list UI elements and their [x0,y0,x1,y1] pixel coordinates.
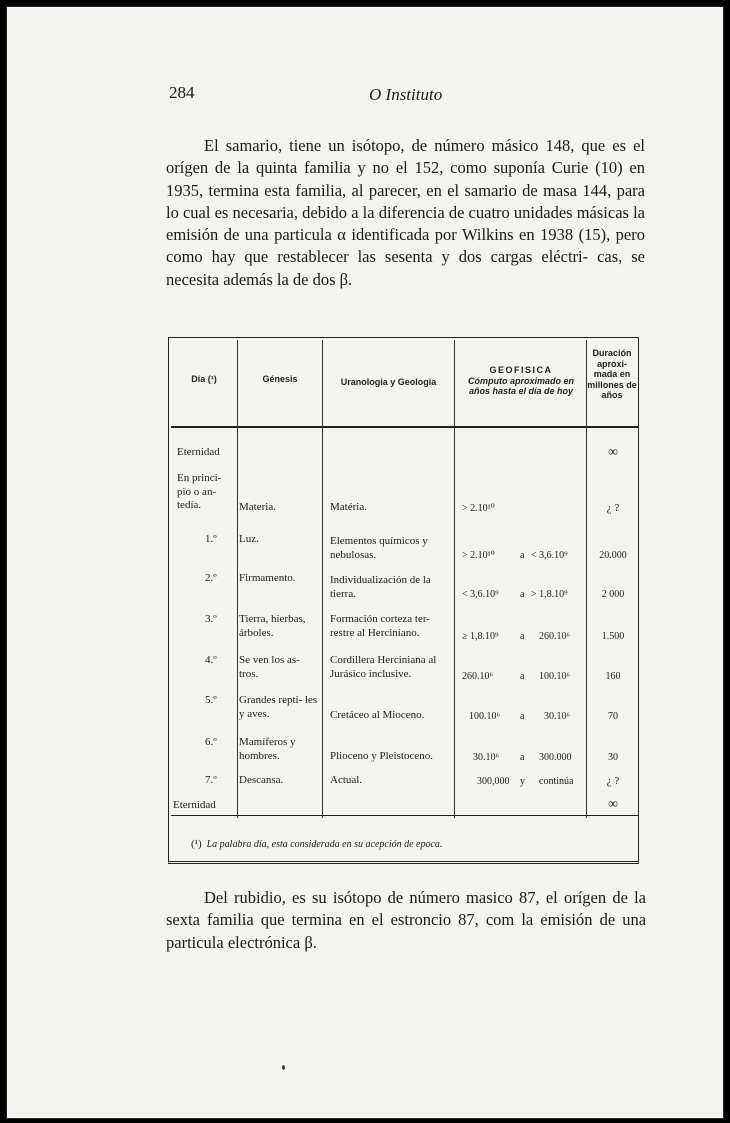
genesis-geology-table [168,337,639,864]
cell-geofisica-from: 100.10⁶ [469,711,500,722]
cell-geofisica-from: 300,000 [477,776,510,787]
geofisica-subtitle: Cómputo aproximado en años hasta el día de hoy [467,375,574,396]
cell-duracion: 20.000 [599,550,627,561]
text-line: orígen de la sexta familia que termina en el estroncio 87, [166,888,647,930]
scanned-page [6,6,724,1119]
text-line: una particula α identificada por Wilkins en 1938 (15), pero [244,225,645,245]
cell-geofisica-mid: y [520,776,525,787]
cell-duracion: 2 000 [601,589,625,600]
text-line: com la emisión de una particula electrónica β. [166,910,647,952]
cell-dia: 4.º [205,654,217,666]
text-line: Del rubidio, es su isótopo de número masico 87, el [204,888,558,907]
page-number: 284 [169,83,195,102]
column-rule [454,340,455,818]
cell-geofisica-from: ≥ 1,8.10⁹ [462,631,499,642]
cell-dia: Eternidad [173,799,216,811]
table-footnote [191,838,442,850]
cell-duracion: 70 [608,711,618,722]
cell-geofisica-from: < 3,6.10⁹ [462,589,499,600]
table-bottom-rule [171,815,638,816]
cell-geofisica-mid: a [520,671,525,682]
footnote-text: La palabra día, esta considerada en su acepción de epoca. [206,839,443,850]
cell-duracion: 160 [605,671,621,682]
cell-geofisica-from: 260.10⁶ [462,671,493,682]
text-line: cas, se necesita además la de dos β. [166,247,645,289]
cell-dia: Eternidad [177,446,220,458]
text-line: El samario, tiene un isótopo, de número másico 148, [204,136,575,155]
paragraph-rubidio [166,887,646,954]
cell-genesis: Se ven los as- tros. [239,654,300,680]
cell-geofisica-mid: a [520,752,525,763]
cell-uranologia: Matéria. [330,501,367,513]
cell-geofisica-to: 100.10⁶ [539,671,570,682]
column-rule [237,340,238,818]
cell-dia: En princi- pio o an- tedía. [177,472,222,511]
cell-duracion: ∞ [608,445,618,460]
cell-genesis: Firmamento. [239,572,296,584]
text-line: como hay que restablecer las sesenta y dos cargas eléctri- [166,247,589,267]
cell-geofisica-mid: a [520,550,525,561]
cell-geofisica-mid: a [520,711,525,722]
cell-dia: 6.º [205,736,217,748]
text-line: en el samario de masa 144, para lo cual es necesaria, debido [166,180,646,222]
header-dia: Dia (¹) [191,374,217,384]
column-rule [322,340,323,818]
cell-genesis: Luz. [239,533,259,545]
cell-duracion: 1.500 [601,631,625,642]
cell-geofisica-to: 30.10⁶ [544,711,570,722]
cell-geofisica-mid: a [520,631,525,642]
text-line: que es el orígen de la quinta familia y no el 152, como [166,136,645,178]
cell-dia: 7.º [205,774,217,786]
column-rule [586,340,587,818]
header-duracion: Duración aproxi- mada en millones de años [587,348,637,400]
cell-duracion: ∞ [608,797,618,812]
cell-genesis: Mamíferos y hombres. [239,736,296,762]
cell-dia: 3.º [205,613,217,625]
cell-geofisica-to: continúa [539,776,574,787]
cell-geofisica-from: > 2.10¹⁰ [462,550,495,561]
cell-geofisica-from: > 2.10¹⁰ [462,503,495,514]
cell-uranologia: Cretáceo al Mioceno. [330,709,425,721]
cell-dia: 2.º [205,572,217,584]
header-geofisica [457,365,585,397]
cell-uranologia: Cordillera Herciniana al Jurásico inclusive. [330,654,437,680]
geofisica-title: GEOFISICA [489,365,553,375]
cell-dia: 1.º [205,533,217,545]
scan-speck [282,1065,285,1070]
cell-genesis: Grandes repti- les y aves. [239,694,318,720]
journal-title: O Instituto [369,85,443,104]
footnote-ref: (¹) [191,838,202,850]
cell-geofisica-mid: a [520,589,525,600]
cell-uranologia: Formación corteza ter- restre al Herciniano. [330,613,430,639]
text-line: a la diferencia de cuatro unidades másicas la emisión de [166,202,645,245]
cell-genesis: Tierra, hierbas, árboles. [239,613,306,639]
header-genesis: Génesis [262,374,298,384]
cell-geofisica-to: < 3,6.10⁹ [531,550,568,561]
cell-uranologia: Plioceno y Pleistoceno. [330,750,433,762]
cell-duracion: ¿ ? [606,502,620,514]
cell-geofisica-to: 300.000 [539,752,572,763]
cell-uranologia: Individualización de la tierra. [330,574,431,600]
cell-genesis: Descansa. [239,774,284,786]
header-uranologia: Uranologia y Geologia [340,377,437,387]
cell-uranologia: Actual. [330,774,363,786]
cell-duracion: 30 [608,752,618,763]
cell-geofisica-to: 260.10⁶ [539,631,570,642]
cell-dia: 5.º [205,694,217,706]
cell-geofisica-to: > 1,8.10⁹ [531,589,568,600]
paragraph-samario [166,135,645,291]
cell-duracion: ¿ ? [606,775,620,787]
text-line: suponía Curie (10) en 1935, termina esta familia, al parecer, [166,158,645,200]
cell-genesis: Materia. [239,501,276,513]
cell-uranologia: Elementos químicos y nebulosas. [330,535,428,561]
cell-geofisica-from: 30.10⁶ [473,752,499,763]
header-rule [171,426,638,428]
